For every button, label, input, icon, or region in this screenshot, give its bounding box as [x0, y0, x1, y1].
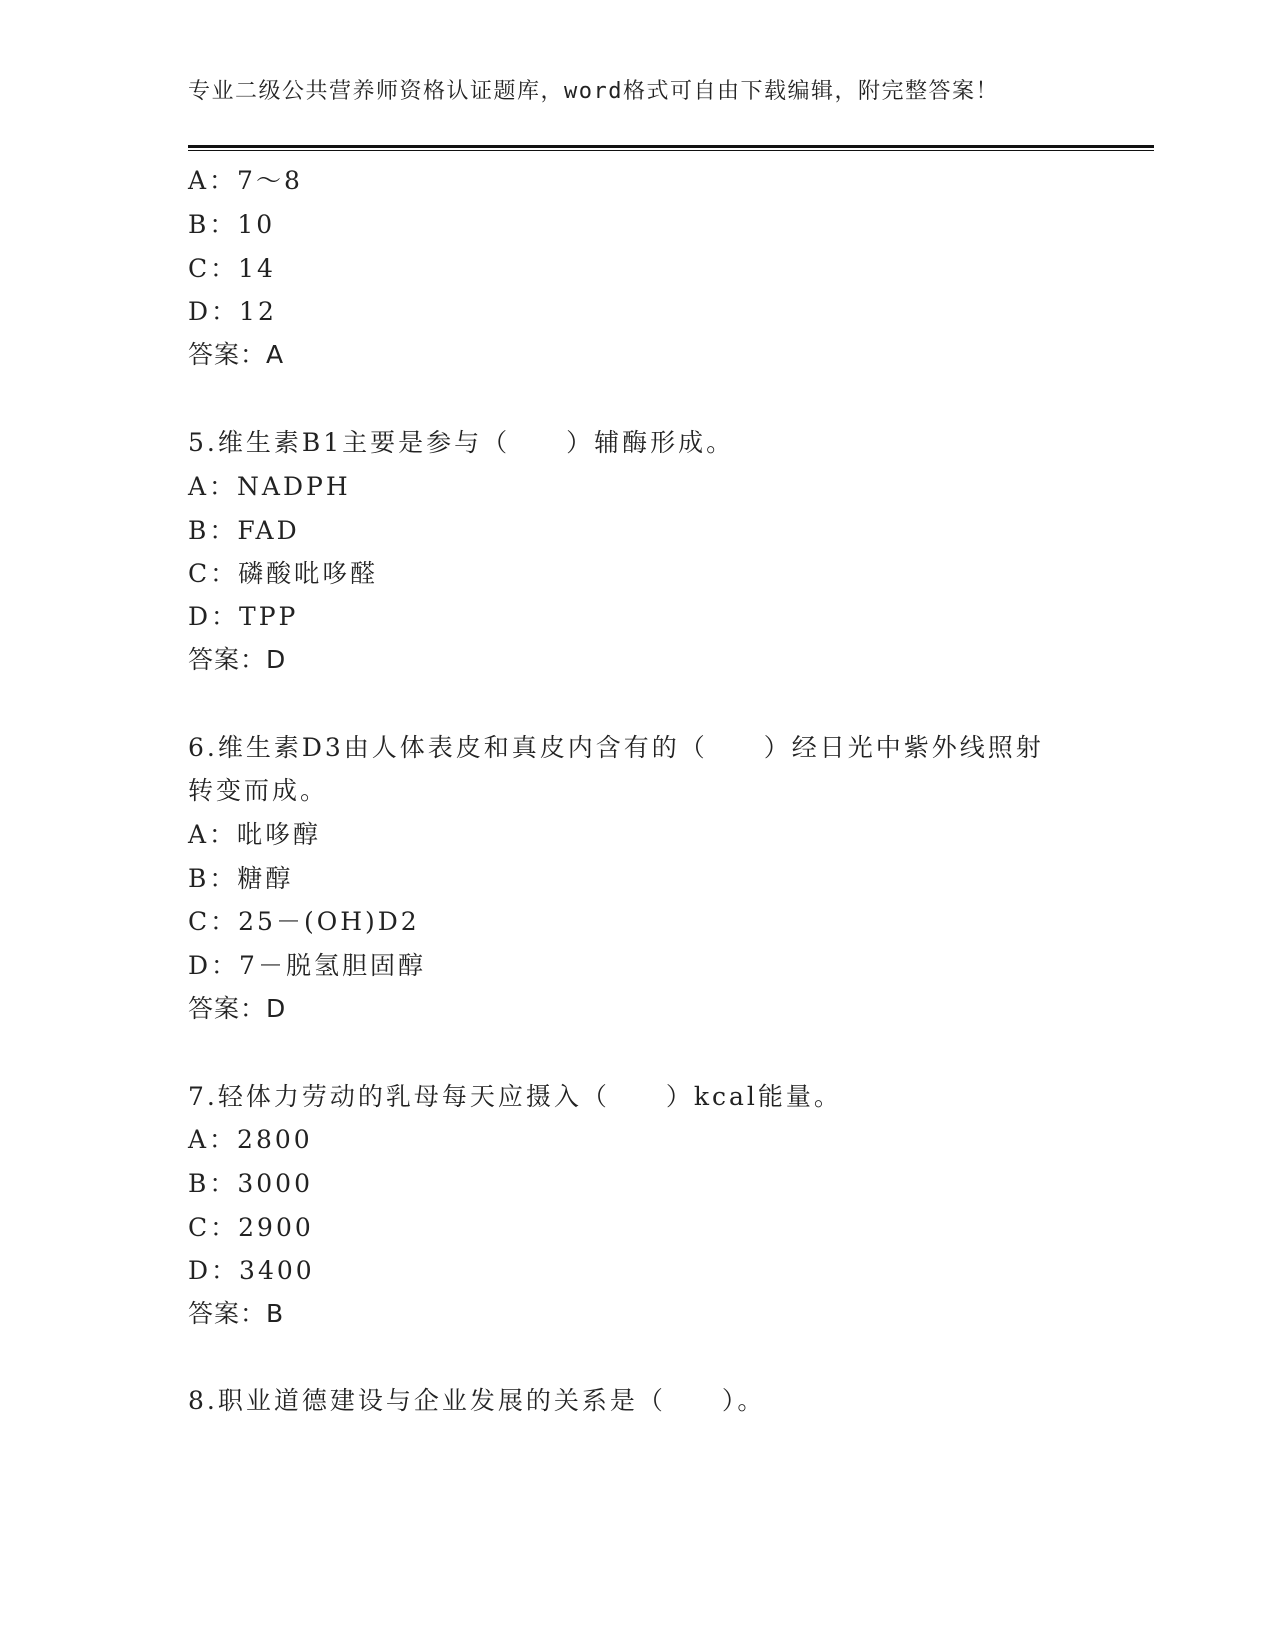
q4-option-d: D：12 — [188, 297, 277, 326]
q6-option-a: A：吡哆醇 — [188, 820, 322, 849]
q6-option-c: C：25－(OH)D2 — [188, 907, 420, 936]
q7-option-c: C：2900 — [188, 1213, 314, 1242]
q7-answer: 答案：B — [188, 1299, 285, 1328]
page-header: 专业二级公共营养师资格认证题库，word格式可自由下载编辑，附完整答案！ — [188, 79, 999, 104]
q6-stem-line2: 转变而成。 — [188, 776, 329, 805]
q5-answer: 答案：D — [188, 645, 287, 674]
q4-option-b: B：10 — [188, 210, 276, 239]
q7-stem: 7.轻体力劳动的乳母每天应摄入（ ）kcal能量。 — [188, 1082, 842, 1111]
q7-option-a: A：2800 — [188, 1125, 313, 1154]
q4-option-c: C：14 — [188, 254, 276, 283]
q7-option-b: B：3000 — [188, 1169, 313, 1198]
q5-option-b: B：FAD — [188, 516, 300, 545]
q5-stem: 5.维生素B1主要是参与（ ）辅酶形成。 — [188, 428, 735, 457]
q7-option-d: D：3400 — [188, 1256, 315, 1285]
header-rule-thin — [188, 150, 1154, 151]
q5-option-d: D：TPP — [188, 602, 299, 631]
q5-option-c: C：磷酸吡哆醛 — [188, 559, 379, 588]
q5-option-a: A：NADPH — [188, 472, 351, 501]
q8-stem: 8.职业道德建设与企业发展的关系是（ ）。 — [188, 1386, 766, 1415]
header-rule-thick — [188, 145, 1154, 148]
q6-stem-line1: 6.维生素D3由人体表皮和真皮内含有的（ ）经日光中紫外线照射 — [188, 733, 1044, 762]
q6-answer: 答案：D — [188, 994, 287, 1023]
q6-option-d: D：7－脱氢胆固醇 — [188, 951, 426, 980]
q4-option-a: A：7～8 — [188, 166, 303, 195]
q4-answer: 答案：A — [188, 340, 285, 369]
q6-option-b: B：糖醇 — [188, 864, 294, 893]
